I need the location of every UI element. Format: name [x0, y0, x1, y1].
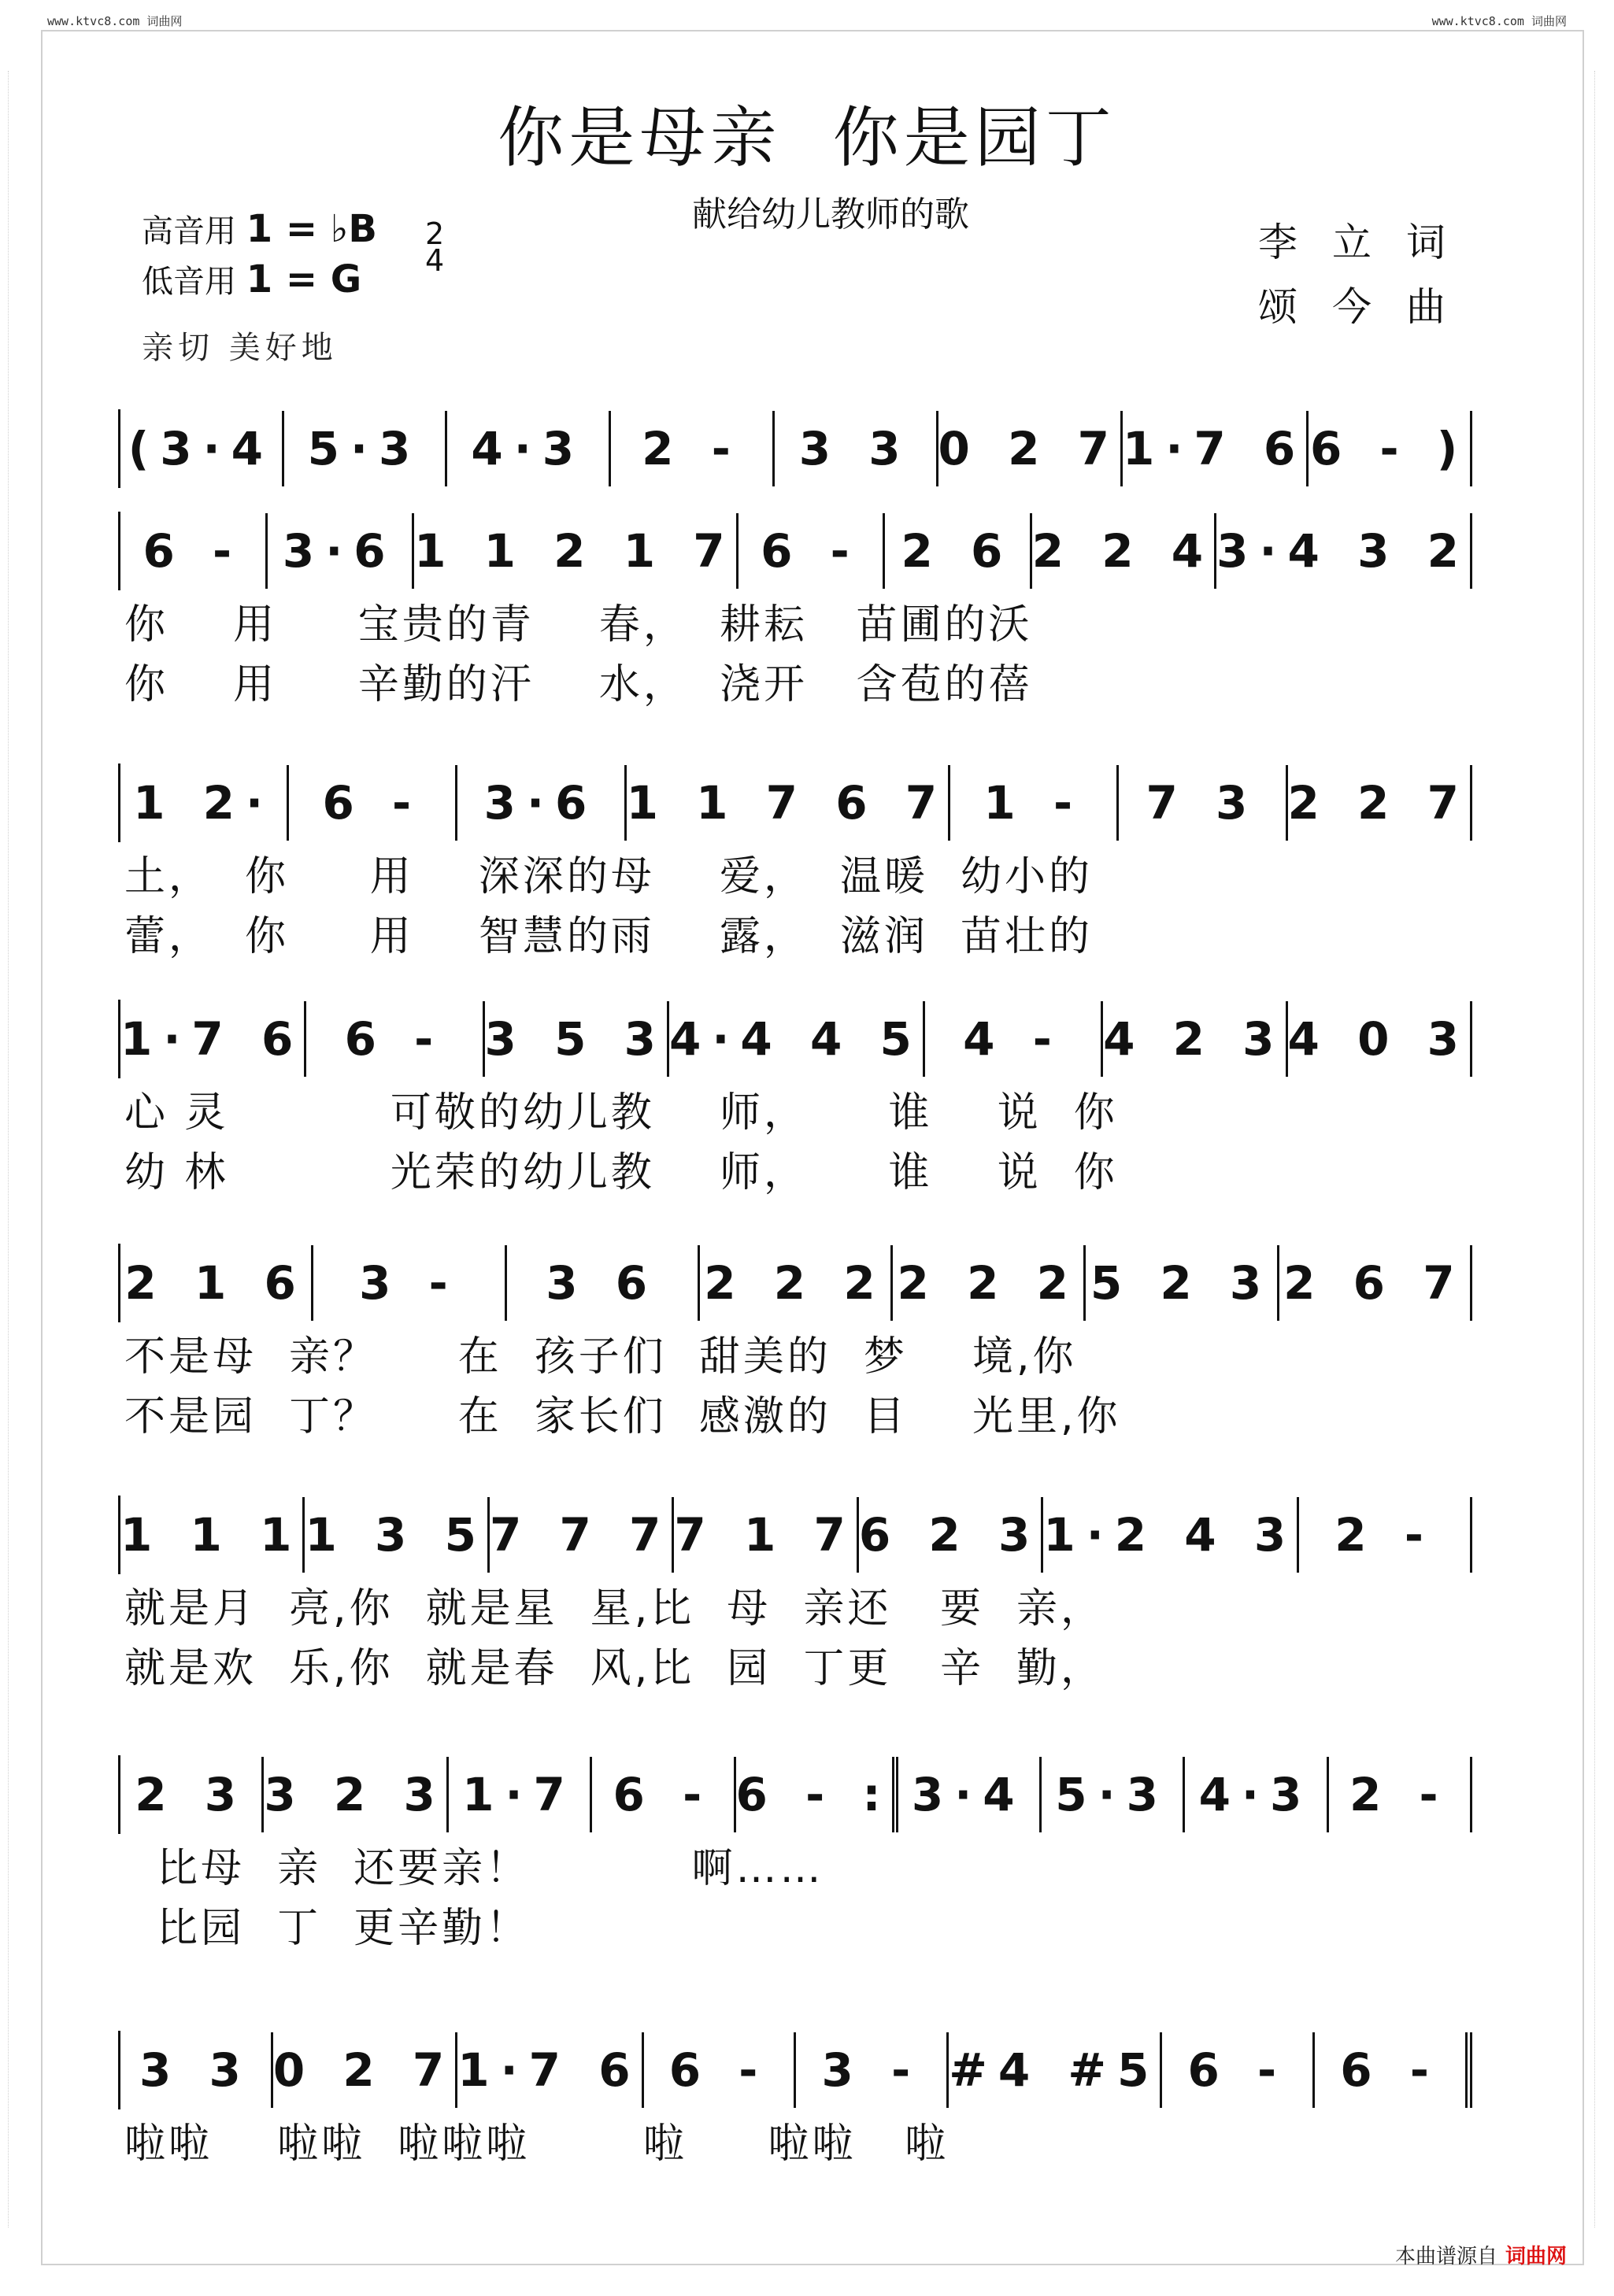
lyric-line-verse-1: 心 灵 可敬的幼儿教 师， 谁 说 你 — [124, 1089, 1118, 1137]
measure: 1 3 5 — [305, 1497, 489, 1573]
measure: 3 6 — [507, 1245, 700, 1321]
lyric-line-verse-2: 就是欢 乐,你 就是春 风,比 园 丁更 辛 勤， — [124, 1644, 1105, 1692]
notation-line — [118, 1496, 1472, 1574]
tempo-marking: 亲切 美好地 — [142, 330, 338, 366]
measure: 3 - — [313, 1245, 506, 1321]
low-voice-key — [142, 257, 361, 301]
measure: 4 - — [925, 1001, 1103, 1077]
high-voice-key-value: 1 = ♭B — [246, 207, 377, 251]
measure: 1·2 4 3 — [1043, 1497, 1299, 1573]
measure: 6 - — [1162, 2032, 1315, 2108]
measure: 6 - : — [736, 1757, 898, 1832]
notation-line — [118, 2031, 1472, 2109]
measure: 3 3 — [775, 411, 938, 486]
lyric-line-verse-2: 比园 丁 更辛勤！ — [124, 1904, 531, 1952]
score-system-7 — [118, 1755, 1472, 1954]
footer-source — [1395, 2240, 1567, 2269]
meter-top: 2 — [425, 216, 445, 251]
measure: 6 - — [1315, 2032, 1472, 2108]
measure: 2 3 — [120, 1757, 264, 1832]
corner-watermark-right[interactable]: www.ktvc8.com 词曲网 — [1431, 14, 1567, 28]
lyricist-credit: 李立词 — [1258, 220, 1480, 265]
measure: 4·3 — [447, 411, 611, 486]
lyric-line-verse-2: 你 用 辛勤的汗 水， 浇开 含苞的蓓 — [124, 660, 1033, 708]
notation-line — [118, 1244, 1472, 1322]
lyric-line-verse-1: 你 用 宝贵的青 春， 耕耘 苗圃的沃 — [124, 601, 1033, 649]
lyric-line-verse-2: 不是园 丁？ 在 家长们 感激的 目 光里,你 — [124, 1392, 1121, 1440]
measure: 3 3 — [120, 2032, 273, 2108]
score-system-3 — [118, 763, 1472, 962]
measure: 1·7 6 — [120, 1001, 306, 1077]
notation-line — [118, 409, 1472, 488]
notation-line — [118, 763, 1472, 842]
measure: 1·7 6 — [1123, 411, 1309, 486]
measure: 6 - — [644, 2032, 797, 2108]
low-voice-key-value: 1 = G — [246, 257, 362, 301]
measure: 3 5 3 — [485, 1001, 669, 1077]
measure: 0 2 7 — [273, 2032, 457, 2108]
measure: 4 0 3 — [1288, 1001, 1472, 1077]
measure: 7 1 7 — [674, 1497, 858, 1573]
measure: 2 2 4 — [1032, 513, 1216, 589]
high-voice-label: 高音用 — [142, 213, 236, 250]
measure: 6 - — [739, 513, 886, 589]
measure: 6 - — [289, 765, 457, 841]
song-title: 你是母亲 你是园丁 — [498, 99, 1116, 176]
measure: 5 2 3 — [1086, 1245, 1279, 1321]
corner-watermark-left[interactable]: www.ktvc8.com 词曲网 — [47, 14, 183, 28]
measure: 6 - — [120, 513, 268, 589]
measure: 6 - — [592, 1757, 735, 1832]
left-margin-strip — [8, 71, 20, 2228]
measure: 1 1 1 — [120, 1497, 305, 1573]
song-subtitle: 献给幼儿教师的歌 — [692, 194, 969, 235]
measure: 0 2 7 — [938, 411, 1123, 486]
measure: 3·4 — [898, 1757, 1042, 1832]
measure: 4·4 4 5 — [669, 1001, 925, 1077]
measure: 6 - — [306, 1001, 484, 1077]
footer-brand[interactable]: 词曲网 — [1505, 2245, 1567, 2268]
measure: 4 2 3 — [1103, 1001, 1287, 1077]
lyric-line-verse-1: 土， 你 用 深深的母 爱， 温暖 幼小的 — [124, 852, 1094, 900]
measure: 7 3 — [1119, 765, 1287, 841]
measure: 3 - — [796, 2032, 949, 2108]
measure: 2 - — [1329, 1757, 1472, 1832]
measure: 2 6 7 — [1279, 1245, 1472, 1321]
measure: 3·6 — [268, 513, 415, 589]
score-system-8 — [118, 2031, 1472, 2169]
measure: 7 7 7 — [490, 1497, 674, 1573]
measure: 1 1 2 1 7 — [414, 513, 739, 589]
meter-bottom: 4 — [425, 243, 445, 278]
measure: 1 1 7 6 7 — [627, 765, 951, 841]
measure: 2 2 7 — [1288, 765, 1472, 841]
lyric-line-verse-1: 就是月 亮,你 就是星 星,比 母 亲还 要 亲， — [124, 1584, 1105, 1632]
composer-credit: 颂今曲 — [1258, 284, 1480, 330]
notation-line — [118, 512, 1472, 590]
measure: 3·4 3 2 — [1216, 513, 1472, 589]
score-system-6 — [118, 1496, 1472, 1694]
lyric-line-verse-2: 幼 林 光荣的幼儿教 师， 谁 说 你 — [124, 1148, 1118, 1196]
score-system-1 — [118, 409, 1472, 488]
measure: 1·7 6 — [457, 2032, 643, 2108]
measure: 2 2 2 — [893, 1245, 1086, 1321]
score-system-4 — [118, 1000, 1472, 1198]
measure: 1 2· — [120, 765, 289, 841]
measure: 6 - ) — [1309, 411, 1472, 486]
measure: 5·3 — [284, 411, 448, 486]
lyric-line-verse-1: 不是母 亲？ 在 孩子们 甜美的 梦 境,你 — [124, 1333, 1077, 1381]
measure: 6 2 3 — [859, 1497, 1043, 1573]
notation-line — [118, 1000, 1472, 1078]
measure: 2 - — [611, 411, 775, 486]
measure: 4·3 — [1185, 1757, 1328, 1832]
score-system-2 — [118, 512, 1472, 710]
measure: 5·3 — [1042, 1757, 1185, 1832]
measure: 3 2 3 — [264, 1757, 448, 1832]
right-margin-strip — [1594, 71, 1606, 2228]
measure: 3·6 — [457, 765, 626, 841]
measure: 2 1 6 — [120, 1245, 313, 1321]
lyric-line-verse-2: 蕾， 你 用 智慧的雨 露， 滋润 苗壮的 — [124, 912, 1094, 960]
measure: 2 6 — [885, 513, 1032, 589]
footer-source-label: 本曲谱源自 — [1394, 2245, 1497, 2268]
low-voice-label: 低音用 — [142, 264, 236, 300]
lyric-line-verse-1: 比母 亲 还要亲！ 啊…… — [124, 1844, 824, 1892]
measure: 2 2 2 — [700, 1245, 893, 1321]
high-voice-key — [142, 206, 377, 251]
lyric-line-verse-1: 啦啦 啦啦 啦啦啦 啦 啦啦 啦 — [124, 2120, 950, 2168]
score-system-5 — [118, 1244, 1472, 1442]
notation-line — [118, 1755, 1472, 1834]
time-signature — [425, 216, 445, 278]
measure: 1 - — [950, 765, 1119, 841]
measure: (3·4 — [120, 411, 284, 486]
measure: 2 - — [1299, 1497, 1472, 1573]
measure: #4 #5 — [949, 2032, 1162, 2108]
measure: 1·7 — [449, 1757, 592, 1832]
